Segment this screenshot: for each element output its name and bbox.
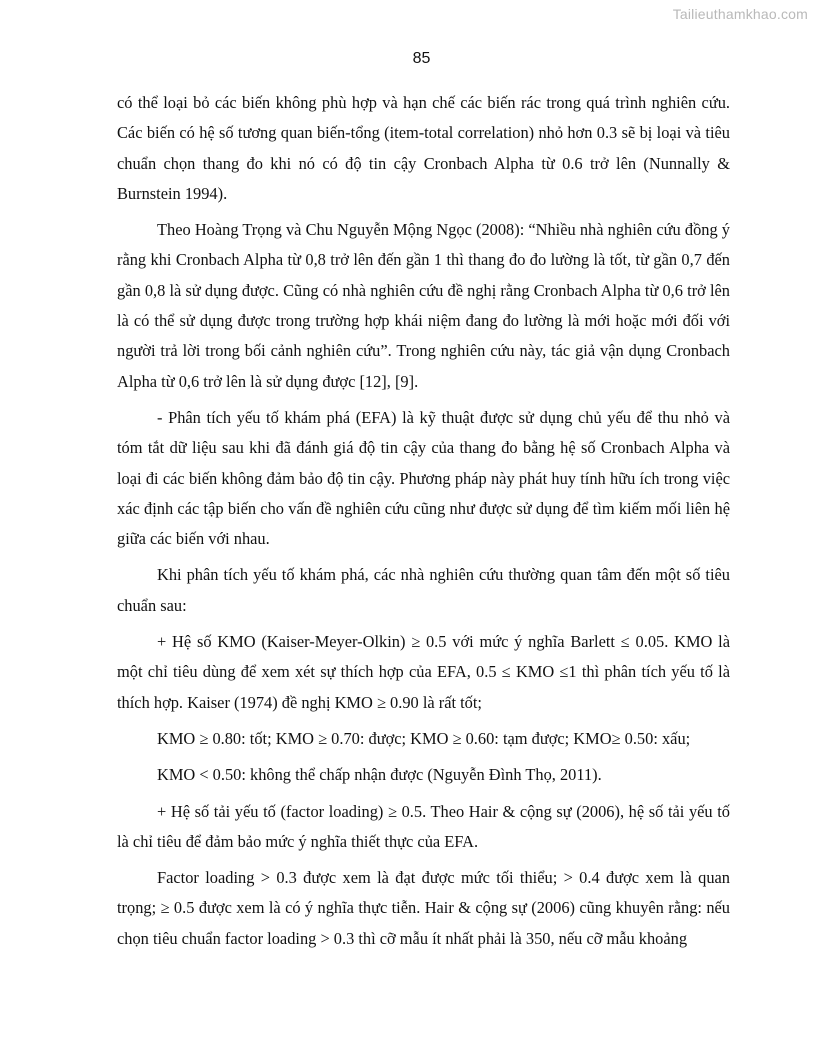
paragraph-efa-criteria-intro: Khi phân tích yếu tố khám phá, các nhà nghiên cứu thường quan tâm đến một số tiêu chuẩn sau:	[117, 565, 730, 615]
paragraph-hoang-trong-quote: Theo Hoàng Trọng và Chu Nguyễn Mộng Ngọc (2008): “Nhiều nhà nghiên cứu đồng ý rằng khi Cronbach Alpha từ 0,8 trở lên đến gần 1 thì thang đo đo lường là tốt, từ gần 0,7 đến gần 0,8 là sử dụng được. Cũng có nhà nghiên cứu đề nghị rằng Cronbach Alpha từ 0,6 trở lên là có thể sử dụng được trong trường hợp khái niệm đang đo lường là mới hoặc mới đối với người trả lời trong bối cảnh nghiên cứu”. Trong nghiên cứu này, tác giả vận dụng Cronbach Alpha từ 0,6 trở lên là sử dụng được [12], [9].	[117, 220, 730, 391]
paragraph-kmo-unacceptable: KMO < 0.50: không thể chấp nhận được (Nguyễn Đình Thọ, 2011).	[157, 765, 602, 785]
paragraph-factor-loading-thresholds: Factor loading > 0.3 được xem là đạt được mức tối thiểu; > 0.4 được xem là quan trọng; ≥ 0.5 được xem là có ý nghĩa thực tiễn. Hair & cộng sự (2006) cũng khuyên rằng: nếu chọn tiêu chuẩn factor loading > 0.3 thì cỡ mẫu ít nhất phải là 350, nếu cỡ mẫu khoảng	[117, 868, 730, 948]
paragraph-continuation: có thể loại bỏ các biến không phù hợp và hạn chế các biến rác trong quá trình nghiên cứu. Các biến có hệ số tương quan biến-tổng (item-total correlation) nhỏ hơn 0.3 sẽ bị loại và tiêu chuẩn chọn thang đo khi nó có độ tin cậy Cronbach Alpha từ 0.6 trở lên (Nunnally & Burnstein 1994).	[117, 93, 730, 203]
paragraph-kmo-criterion: + Hệ số KMO (Kaiser-Meyer-Olkin) ≥ 0.5 với mức ý nghĩa Barlett ≤ 0.05. KMO là một chỉ tiêu dùng để xem xét sự thích hợp của EFA, 0.5 ≤ KMO ≤1 thì phân tích yếu tố là thích hợp. Kaiser (1974) đề nghị KMO ≥ 0.90 là rất tốt;	[117, 632, 730, 712]
paragraph-factor-loading: + Hệ số tải yếu tố (factor loading) ≥ 0.5. Theo Hair & cộng sự (2006), hệ số tải yếu tố là chỉ tiêu để đảm bảo mức ý nghĩa thiết thực của EFA.	[117, 801, 730, 851]
watermark: Tailieuthamkhao.com	[672, 6, 808, 22]
paragraph-kmo-scale: KMO ≥ 0.80: tốt; KMO ≥ 0.70: được; KMO ≥ 0.60: tạm được; KMO≥ 0.50: xấu;	[157, 728, 691, 748]
page-number: 85	[412, 50, 431, 67]
paragraph-efa-definition: - Phân tích yếu tố khám phá (EFA) là kỹ thuật được sử dụng chủ yếu để thu nhỏ và tóm tắt dữ liệu sau khi đã đánh giá độ tin cậy của thang đo bằng hệ số Cronbach Alpha và loại đi các biến không đảm bảo độ tin cậy. Phương pháp này phát huy tính hữu ích trong việc xác định các tập biến cho vấn đề nghiên cứu cũng như được sử dụng để tìm kiếm mối liên hệ giữa các biến với nhau.	[117, 407, 730, 549]
document-body	[117, 88, 730, 954]
